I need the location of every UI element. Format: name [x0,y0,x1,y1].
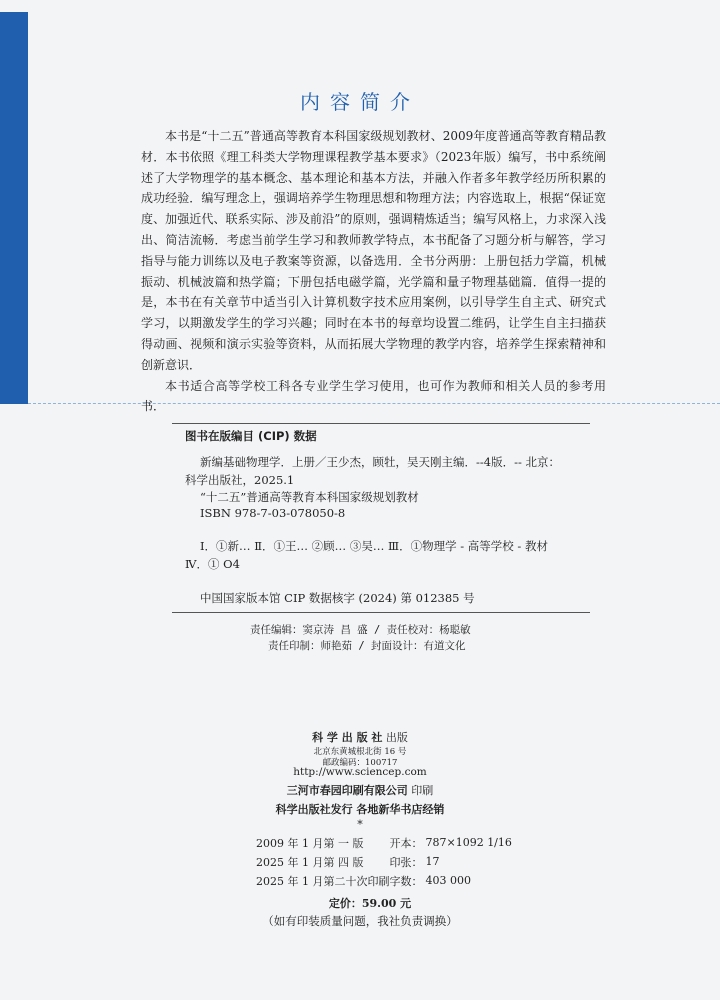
cip-classification-1: Ⅰ．①新… Ⅱ．①王… ②顾… ③吴… Ⅲ．①物理学 - 高等学校 - 教材 [200,539,548,553]
cip-entry-line-2: 科学出版社，2025.1 [185,473,295,487]
edition-date: 2025 年 1 月第 四 版 [256,855,364,869]
printer-line [0,782,720,798]
edition-date: 2009 年 1 月第 一 版 [256,836,364,850]
quality-notice: （如有印装质量问题，我社负责调换） [262,914,458,928]
edition-row [256,833,512,852]
cip-bottom-rule [172,612,590,613]
intro-title: 内容简介 [300,90,420,114]
edition-row [256,871,512,890]
cip-isbn: ISBN 978-7-03-078050-8 [200,506,346,520]
publisher-address: 北京东黄城根北街 16 号 [313,747,407,757]
cip-series: “十二五”普通高等教育本科国家级规划教材 [200,490,419,504]
printer-suffix: 印刷 [411,784,434,797]
publisher-name: 科 学 出 版 社 [312,731,383,744]
credits-line-1: 责任编辑：窦京涛 昌 盛 / 责任校对：杨聪敏 [250,624,471,636]
edition-row [256,852,512,871]
printer-name: 三河市春园印刷有限公司 [286,784,408,797]
publisher-postcode: 邮政编码：100717 [322,758,398,768]
cip-entry-line-1: 新编基础物理学．上册／王少杰，顾牡，吴天刚主编．--4版．-- 北京： [200,455,561,469]
edition-label: 开本： [389,836,423,850]
edition-table [256,833,512,890]
credits-line-2: 责任印制：师艳茹 / 封面设计：有道文化 [268,640,466,652]
publisher-line [0,729,720,745]
edition-label: 印张： [389,855,423,869]
edition-date: 2025 年 1 月第二十次印刷 [256,874,390,888]
intro-paragraph-1: 本书是“十二五”普通高等教育本科国家级规划教材、2009年度普通高等教育精品教材．本书依照《理工科类大学物理课程教学基本要求》（2023年版）编写，书中系统阐述了大学物理学的基本概念、基本理论和基本方法，并融入作者多年教学经历所积累的成功经验．编写理念上，强调培养学生物理思想和物理方法；内容选取上，根据“保证宽度、加强近代、联系实际、涉及前沿”的原则，强调精炼适当；编写风格上，力求深入浅出、简洁流畅．考虑当前学生学习和教师教学特点，本书配备了习题分析与解答，学习指导与能力训练以及电子教案等资源，以备选用．全书分两册：上册包括力学篇，机械振动、机械波篇和热学篇；下册包括电磁学篇，光学篇和量子物理基础篇．值得一提的是，本书在有关章节中适当引入计算机数字技术应用案例，以引导学生自主式、研究式学习，以期激发学生的学习兴趣；同时在本书的每章均设置二维码，让学生自主扫描获得动画、视频和演示实验等资料，从而拓展大学物理的教学内容，培养学生探索精神和创新意识． [141,129,606,372]
distribution-line: 科学出版社发行 各地新华书店经销 [275,803,445,816]
edition-label: 字数： [389,874,423,888]
intro-paragraph-2: 本书适合高等学校工科各专业学生学习使用，也可作为教师和相关人员的参考用书． [141,378,606,414]
cip-top-rule [172,423,590,424]
cip-heading: 图书在版编目 (CIP) 数据 [185,429,317,443]
blue-accent-bar [0,12,28,404]
publisher-suffix: 出版 [385,731,408,744]
publisher-url: http://www.sciencep.com [293,766,427,778]
cip-verification: 中国国家版本馆 CIP 数据核字 (2024) 第 012385 号 [200,591,475,605]
edition-value: 787×1092 1/16 [425,836,512,849]
cip-classification-2: Ⅳ．① O4 [185,557,240,571]
price: 定价：59.00 元 [328,897,412,910]
intro-text [141,126,606,417]
separator-star: * [357,818,363,831]
edition-value: 403 000 [425,874,471,887]
edition-value: 17 [425,855,440,868]
